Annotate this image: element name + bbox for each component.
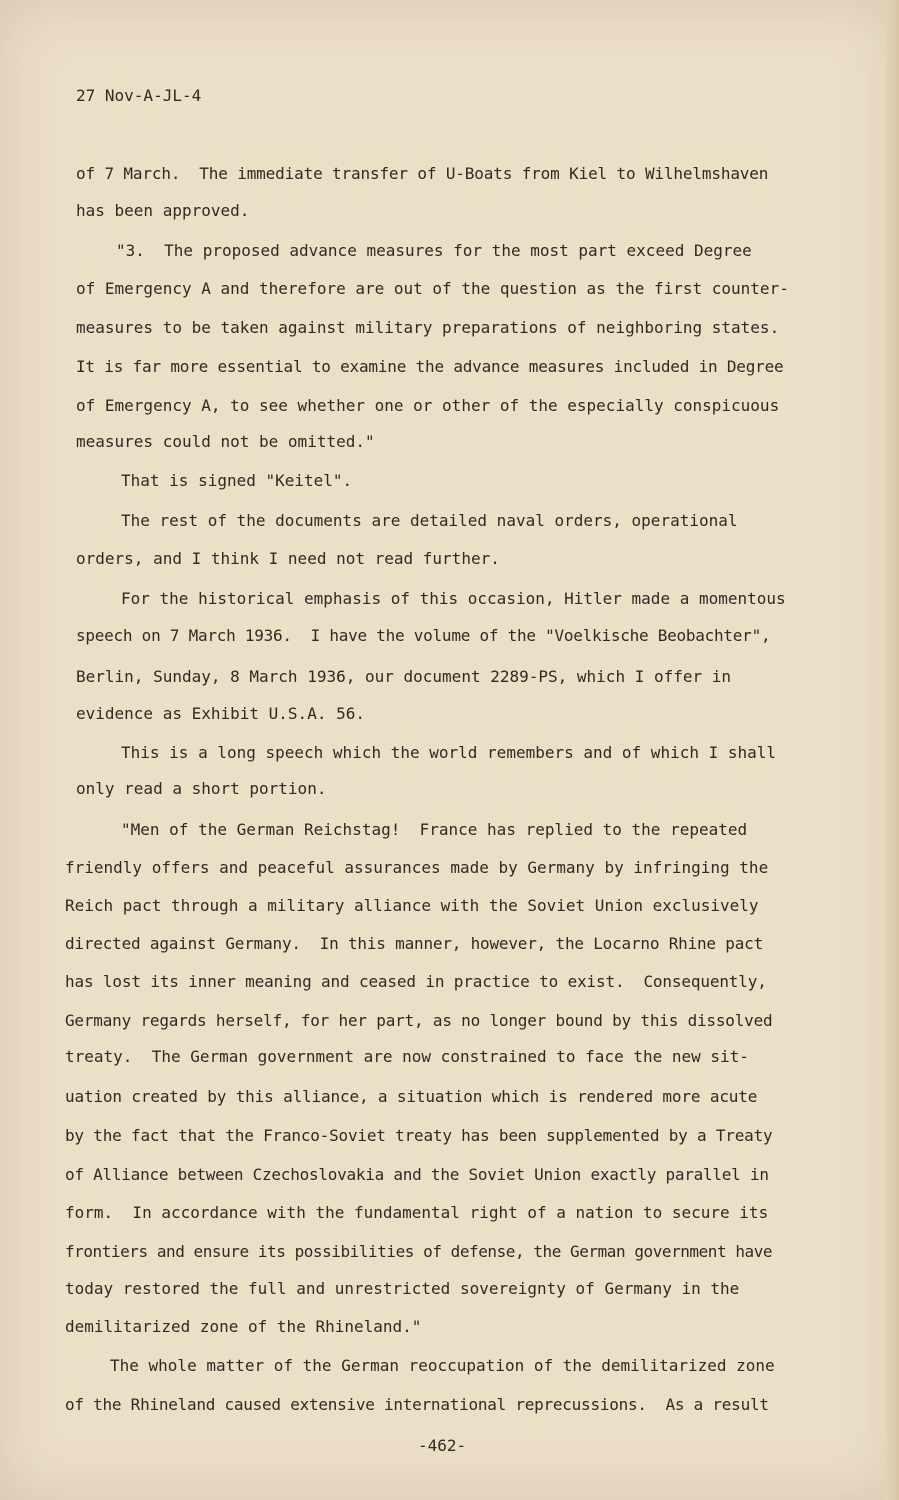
- text-line: speech on 7 March 1936. I have the volume of the "Voelkische Beobachter",: [76, 626, 771, 645]
- text-line: measures could not be omitted.": [76, 432, 375, 451]
- text-line: demilitarized zone of the Rhineland.": [65, 1317, 422, 1336]
- text-line: measures to be taken against military preparations of neighboring states.: [76, 318, 780, 337]
- page-edge: [885, 0, 899, 1500]
- text-line: "3. The proposed advance measures for the most part exceed Degree: [116, 241, 752, 260]
- text-line: of Emergency A, to see whether one or other of the especially conspicuous: [76, 396, 780, 415]
- text-line: Berlin, Sunday, 8 March 1936, our document 2289-PS, which I offer in: [76, 667, 732, 686]
- text-line: of Emergency A and therefore are out of the question as the first counter-: [76, 279, 789, 298]
- text-line: friendly offers and peaceful assurances made by Germany by infringing the: [65, 858, 769, 877]
- text-line: This is a long speech which the world remembers and of which I shall: [121, 743, 777, 762]
- text-line: of Alliance between Czechoslovakia and the Soviet Union exactly parallel in: [65, 1165, 769, 1184]
- text-line: has lost its inner meaning and ceased in practice to exist. Consequently,: [65, 972, 767, 991]
- text-line: It is far more essential to examine the advance measures included in Degree: [76, 357, 784, 376]
- text-line: treaty. The German government are now constrained to face the new sit-: [65, 1047, 749, 1066]
- page-number: -462-: [418, 1436, 467, 1455]
- text-line: today restored the full and unrestricted sovereignty of Germany in the: [65, 1279, 740, 1298]
- text-line: directed against Germany. In this manner, however, the Locarno Rhine pact: [65, 934, 764, 953]
- text-line: That is signed "Keitel".: [121, 471, 353, 490]
- text-line: The whole matter of the German reoccupation of the demilitarized zone: [110, 1356, 775, 1375]
- text-line: form. In accordance with the fundamental right of a nation to secure its: [65, 1203, 769, 1222]
- text-line: The rest of the documents are detailed naval orders, operational: [121, 511, 738, 530]
- text-line: evidence as Exhibit U.S.A. 56.: [76, 704, 365, 723]
- text-line: has been approved.: [76, 201, 250, 220]
- document-reference: 27 Nov-A-JL-4: [76, 86, 202, 105]
- text-line: only read a short portion.: [76, 779, 327, 798]
- text-line: Germany regards herself, for her part, as no longer bound by this dissolved: [65, 1011, 773, 1030]
- text-line: orders, and I think I need not read further.: [76, 549, 500, 568]
- text-line: Reich pact through a military alliance with the Soviet Union exclusively: [65, 896, 759, 915]
- text-line: For the historical emphasis of this occasion, Hitler made a momentous: [121, 589, 786, 608]
- text-line: uation created by this alliance, a situation which is rendered more acute: [65, 1087, 758, 1106]
- text-line: "Men of the German Reichstag! France has replied to the repeated: [121, 820, 748, 839]
- text-line: of 7 March. The immediate transfer of U-Boats from Kiel to Wilhelmshaven: [76, 164, 769, 183]
- text-line: by the fact that the Franco-Soviet treaty has been supplemented by a Treaty: [65, 1126, 773, 1145]
- text-line: frontiers and ensure its possibilities of defense, the German government have: [65, 1242, 773, 1261]
- text-line: of the Rhineland caused extensive international reprecussions. As a result: [65, 1395, 769, 1414]
